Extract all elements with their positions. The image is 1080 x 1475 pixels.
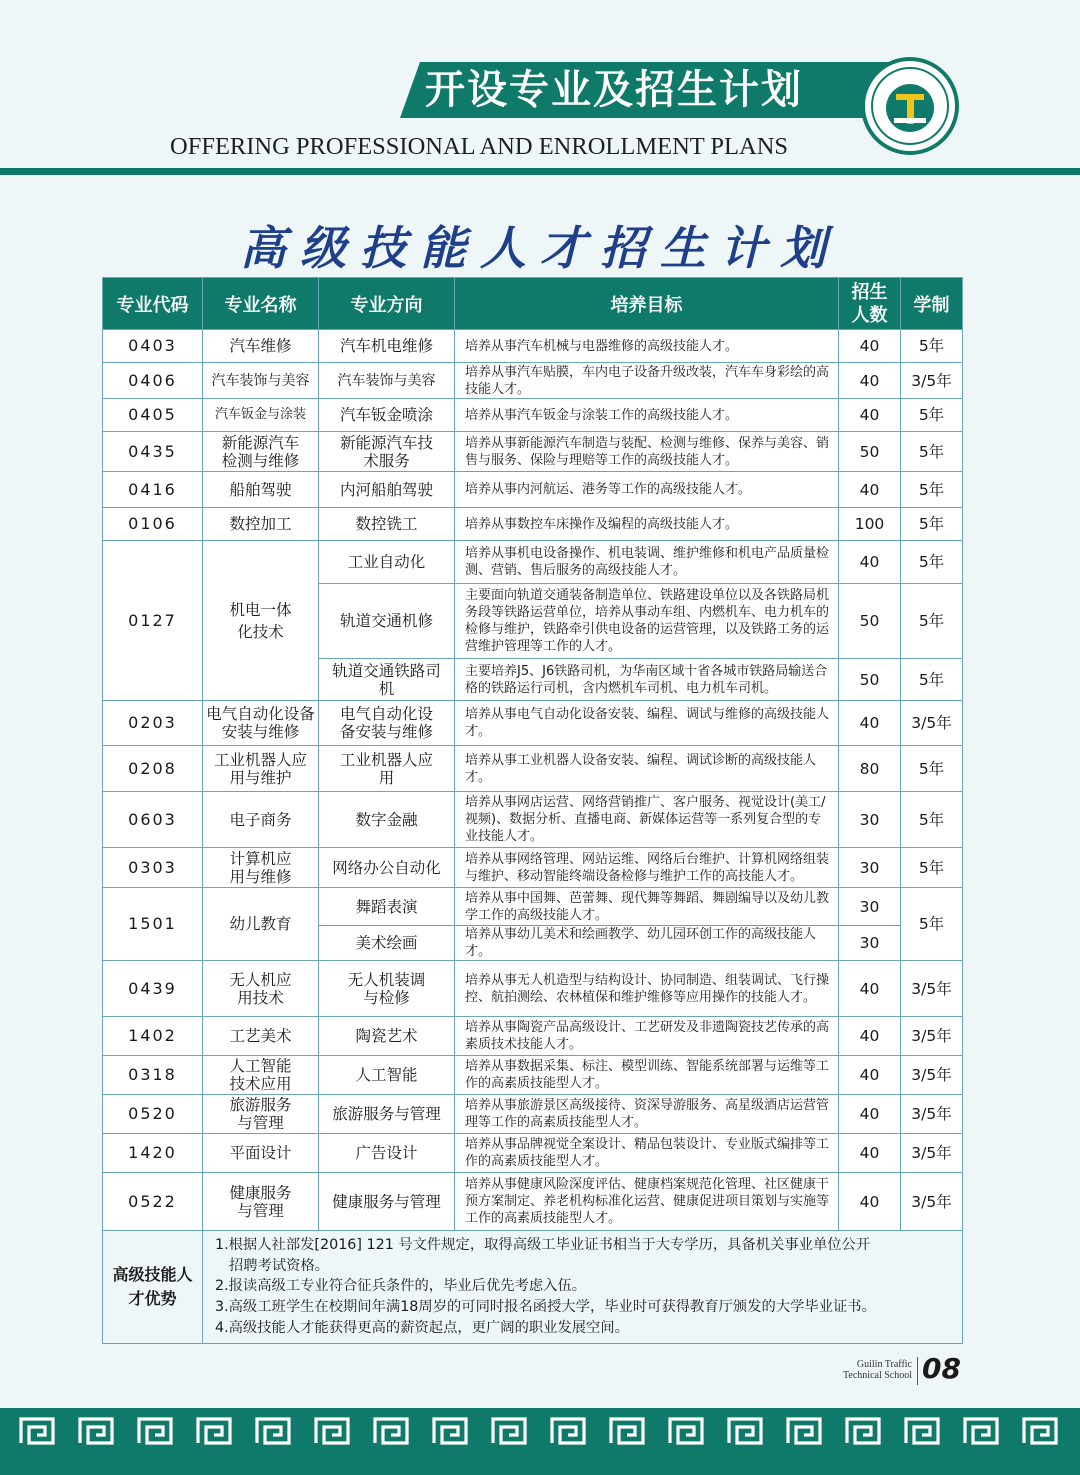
cell-direction: 美术绘画 [319,926,455,961]
cell-quota: 40 [839,1017,901,1056]
table-row [103,888,963,926]
header-duration: 学制 [901,278,963,330]
cell-direction: 内河船舶驾驶 [319,472,455,508]
cell-quota: 30 [839,888,901,926]
cell-name: 汽车钣金与涂装 [203,399,319,432]
section-title: 高级技能人才招生计划 [240,221,840,275]
cell-quota: 40 [839,1134,901,1173]
cell-direction: 陶瓷艺术 [319,1017,455,1056]
cell-code: 0208 [103,746,203,792]
cell-code: 0439 [103,961,203,1017]
cell-quota: 40 [839,701,901,746]
cell-goal: 培养从事无人机造型与结构设计、协同制造、组装调试、飞行操控、航拍测绘、农林植保和维护维修等应用操作的技能人才。 [455,961,839,1017]
cell-goal: 培养从事网络管理、网站运维、网络后台维护、计算机网络组装与维护、移动智能终端设备检修与维护工作的高技能人才。 [455,848,839,888]
table-row [103,363,963,399]
cell-duration: 5年 [901,508,963,541]
cell-goal: 培养从事幼儿美术和绘画教学、幼儿园环创工作的高级技能人才。 [455,926,839,961]
footer-school-name [820,1359,912,1381]
meander-pattern-icon [77,1416,115,1446]
cell-goal: 主要面向轨道交通装备制造单位、铁路建设单位以及各铁路局机务段等铁路运营单位，培养从事动车组、内燃机车、电力机车的检修与维护，铁路牵引供电设备的运营管理，以及铁路工务的运营维护管理等工作的人才。 [455,584,839,659]
cell-goal: 主要培养J5、J6铁路司机，为华南区域十省各城市铁路局输送合格的铁路运行司机，含内燃机车司机、电力机车司机。 [455,659,839,701]
cell-duration: 5年 [901,659,963,701]
cell-name: 汽车维修 [203,330,319,363]
footer-school-line2: Technical School [843,1370,912,1381]
cell-code: 0435 [103,432,203,472]
cell-duration: 3/5年 [901,1017,963,1056]
meander-pattern-icon [431,1416,469,1446]
table-row [103,541,963,584]
cell-duration: 5年 [901,432,963,472]
table-row [103,508,963,541]
cell-direction: 工业自动化 [319,541,455,584]
meander-pattern-icon [903,1416,941,1446]
cell-name: 工艺美术 [203,1017,319,1056]
meander-pattern-icon [608,1416,646,1446]
table-row [103,1017,963,1056]
meander-pattern-icon [844,1416,882,1446]
cell-direction: 人工智能 [319,1056,455,1095]
cell-duration: 3/5年 [901,961,963,1017]
table-row [103,1056,963,1095]
cell-code: 0106 [103,508,203,541]
cell-duration: 3/5年 [901,1056,963,1095]
header-direction: 专业方向 [319,278,455,330]
table-row [103,472,963,508]
cell-code: 1501 [103,888,203,961]
table-row [103,746,963,792]
cell-duration: 5年 [901,848,963,888]
cell-duration: 5年 [901,330,963,363]
cell-quota: 40 [839,961,901,1017]
cell-direction: 健康服务与管理 [319,1173,455,1231]
cell-goal: 培养从事电气自动化设备安装、编程、调试与维修的高级技能人才。 [455,701,839,746]
cell-quota: 30 [839,848,901,888]
cell-quota: 40 [839,1056,901,1095]
cell-name: 健康服务与管理 [203,1173,319,1231]
enrollment-table-wrap [102,277,962,1344]
advantages-row [103,1231,963,1344]
cell-name: 幼儿教育 [203,888,319,961]
cell-name: 人工智能技术应用 [203,1056,319,1095]
cell-goal: 培养从事陶瓷产品高级设计、工艺研发及非遗陶瓷技艺传承的高素质技术技能人才。 [455,1017,839,1056]
meander-pattern-icon [490,1416,528,1446]
cell-goal: 培养从事中国舞、芭蕾舞、现代舞等舞蹈、舞剧编导以及幼儿教学工作的高级技能人才。 [455,888,839,926]
cell-name: 工业机器人应用与维护 [203,746,319,792]
advantage-item: 3.高级工班学生在校期间年满18周岁的可同时报名函授大学，毕业时可获得教育厅颁发的大学毕业证书。 [215,1299,876,1316]
table-row [103,961,963,1017]
cell-name: 电气自动化设备安装与维修 [203,701,319,746]
cell-goal: 培养从事旅游景区高级接待、资深导游服务、高星级酒店运营管理等工作的高素质技能型人才。 [455,1095,839,1134]
meander-pattern-icon [372,1416,410,1446]
cell-direction: 电气自动化设备安装与维修 [319,701,455,746]
meander-pattern-icon [195,1416,233,1446]
cell-direction: 数字金融 [319,792,455,848]
header-subtitle: OFFERING PROFESSIONAL AND ENROLLMENT PLANS [170,133,789,160]
cell-direction: 轨道交通机修 [319,584,455,659]
meander-pattern-icon [726,1416,764,1446]
cell-direction: 轨道交通铁路司机 [319,659,455,701]
cell-duration: 3/5年 [901,1173,963,1231]
cell-goal: 培养从事汽车贴膜，车内电子设备升级改装，汽车车身彩绘的高技能人才。 [455,363,839,399]
cell-direction: 汽车装饰与美容 [319,363,455,399]
cell-quota: 40 [839,1095,901,1134]
cell-quota: 80 [839,746,901,792]
cell-duration: 5年 [901,541,963,584]
cell-goal: 培养从事健康风险深度评估、健康档案规范化管理、社区健康干预方案制定、养老机构标准化运营、健康促进项目策划与实施等工作的高素质技能型人才。 [455,1173,839,1231]
cell-duration: 5年 [901,584,963,659]
table-row [103,1134,963,1173]
advantage-item: 1.根据人社部发[2016] 121 号文件规定，取得高级工毕业证书相当于大专学历，具备机关事业单位公开 [215,1237,871,1253]
cell-goal: 培养从事网店运营、网络营销推广、客户服务、视觉设计(美工/视频)、数据分析、直播电商、新媒体运营等一系列复合型的专业技能人才。 [455,792,839,848]
cell-code: 0522 [103,1173,203,1231]
cell-duration: 5年 [901,399,963,432]
cell-name: 船舶驾驶 [203,472,319,508]
table-row [103,432,963,472]
cell-goal: 培养从事汽车机械与电器维修的高级技能人才。 [455,330,839,363]
footer-divider [917,1357,918,1385]
cell-goal: 培养从事数据采集、标注、模型训练、智能系统部署与运维等工作的高素质技能型人才。 [455,1056,839,1095]
table-row [103,848,963,888]
cell-quota: 50 [839,584,901,659]
header-quota: 招生人数 [839,278,901,330]
cell-quota: 30 [839,792,901,848]
advantage-item: 4.高级技能人才能获得更高的薪资起点，更广阔的职业发展空间。 [215,1319,629,1336]
table-row [103,701,963,746]
cell-direction: 广告设计 [319,1134,455,1173]
cell-direction: 汽车钣金喷涂 [319,399,455,432]
cell-code: 0203 [103,701,203,746]
cell-goal: 培养从事工业机器人设备安装、编程、调试诊断的高级技能人才。 [455,746,839,792]
cell-quota: 40 [839,1173,901,1231]
cell-direction: 汽车机电维修 [319,330,455,363]
cell-duration: 5年 [901,888,963,961]
cell-quota: 40 [839,330,901,363]
cell-goal: 培养从事品牌视觉全案设计、精品包装设计、专业版式编排等工作的高素质技能型人才。 [455,1134,839,1173]
cell-name: 电子商务 [203,792,319,848]
cell-name: 机电一体化技术 [203,541,319,701]
cell-name: 无人机应用技术 [203,961,319,1017]
cell-goal: 培养从事内河航运、港务等工作的高级技能人才。 [455,472,839,508]
cell-direction: 工业机器人应用 [319,746,455,792]
cell-code: 0406 [103,363,203,399]
cell-code: 1420 [103,1134,203,1173]
cell-direction: 无人机装调与检修 [319,961,455,1017]
advantages-label: 高级技能人才优势 [103,1231,203,1344]
cell-direction: 网络办公自动化 [319,848,455,888]
cell-duration: 3/5年 [901,701,963,746]
cell-code: 0603 [103,792,203,848]
cell-code: 0405 [103,399,203,432]
meander-pattern-icon [785,1416,823,1446]
page-number: 08 [922,1352,961,1385]
header-rule [0,168,1080,175]
cell-goal: 培养从事机电设备操作、机电装调、维护维修和机电产品质量检测、营销、售后服务的高级技能人才。 [455,541,839,584]
table-row [103,1173,963,1231]
meander-pattern-icon [18,1416,56,1446]
cell-name: 汽车装饰与美容 [203,363,319,399]
cell-code: 0416 [103,472,203,508]
meander-pattern-icon [962,1416,1000,1446]
cell-code: 0303 [103,848,203,888]
advantage-item: 2.报读高级工专业符合征兵条件的，毕业后优先考虑入伍。 [215,1278,587,1295]
cell-quota: 40 [839,472,901,508]
cell-duration: 3/5年 [901,1134,963,1173]
table-header-row [103,278,963,330]
cell-code: 0520 [103,1095,203,1134]
enrollment-table [102,277,963,1344]
school-logo-icon [860,56,960,156]
cell-duration: 3/5年 [901,363,963,399]
meander-pattern-icon [254,1416,292,1446]
cell-goal: 培养从事汽车钣金与涂装工作的高级技能人才。 [455,399,839,432]
advantages-content [203,1231,963,1344]
meander-pattern-icon [136,1416,174,1446]
cell-direction: 数控铣工 [319,508,455,541]
cell-quota: 40 [839,541,901,584]
header-name: 专业名称 [203,278,319,330]
cell-goal: 培养从事新能源汽车制造与装配、检测与维修、保养与美容、销售与服务、保险与理赔等工作的高级技能人才。 [455,432,839,472]
meander-pattern-icon [313,1416,351,1446]
cell-name: 数控加工 [203,508,319,541]
cell-duration: 3/5年 [901,1095,963,1134]
cell-direction: 新能源汽车技术服务 [319,432,455,472]
cell-name: 平面设计 [203,1134,319,1173]
cell-goal: 培养从事数控车床操作及编程的高级技能人才。 [455,508,839,541]
cell-quota: 50 [839,432,901,472]
cell-quota: 40 [839,363,901,399]
cell-quota: 50 [839,659,901,701]
header-goal: 培养目标 [455,278,839,330]
footer-school-line1: Guilin Traffic [856,1359,912,1370]
table-row [103,792,963,848]
cell-code: 0403 [103,330,203,363]
cell-quota: 40 [839,399,901,432]
cell-direction: 旅游服务与管理 [319,1095,455,1134]
cell-duration: 5年 [901,792,963,848]
advantage-item: 招聘考试资格。 [229,1257,330,1274]
cell-direction: 舞蹈表演 [319,888,455,926]
header-title: 开设专业及招生计划 [425,66,803,113]
table-row [103,1095,963,1134]
cell-name: 新能源汽车检测与维修 [203,432,319,472]
meander-pattern-icon [549,1416,587,1446]
header-code: 专业代码 [103,278,203,330]
table-row [103,330,963,363]
table-row [103,399,963,432]
meander-pattern-icon [667,1416,705,1446]
cell-name: 计算机应用与维修 [203,848,319,888]
cell-quota: 30 [839,926,901,961]
cell-duration: 5年 [901,746,963,792]
cell-name: 旅游服务与管理 [203,1095,319,1134]
cell-code: 1402 [103,1017,203,1056]
cell-code: 0318 [103,1056,203,1095]
meander-pattern-icon [1021,1416,1059,1446]
cell-code: 0127 [103,541,203,701]
cell-quota: 100 [839,508,901,541]
cell-duration: 5年 [901,472,963,508]
